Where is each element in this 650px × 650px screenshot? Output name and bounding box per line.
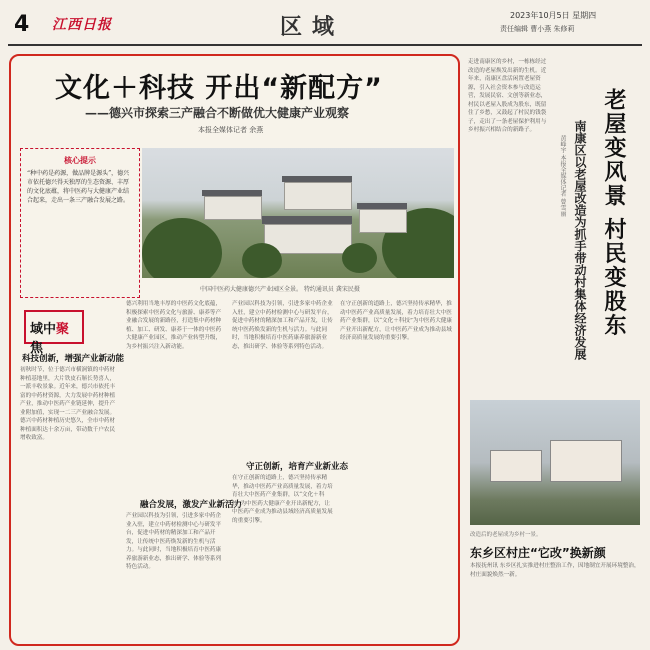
main-article-subtitle: ——德兴市探索三产融合不断做优大健康产业观察 [85,106,350,120]
header-rule [8,44,642,46]
section-heading-3: 守正创新，培育产业新业态 [246,462,349,472]
editors-line: 责任编辑 曹小燕 朱修莉 [500,25,575,33]
right-photo-caption: 改造后的老屋成为乡村一景。 [470,532,542,538]
page-number: 4 [14,12,30,37]
photo-caption: 中国中医药大健康德兴产业园区全景。 特约通讯员 龚宋民摄 [200,286,360,293]
right-article-column: 走进南康区的乡村，一栋栋经过改造的老屋焕发出新的生机。近年来，南康区盘活闲置老屋资源，引入社会资本参与改造运营，发展民宿、文创等新业态，村民以老屋入股成为股东，既留住了乡愁，又鼓起了村民的钱袋子，走出了一条老屋保护利用与乡村振兴相结合的新路子。 [468,59,547,133]
main-article-byline: 本报全媒体记者 余燕 [198,126,264,134]
second-article-column: 本报抚州讯 东乡区扎实推进村庄整治工作，因地制宜开展环境整治，村庄面貌焕然一新。 [470,563,640,578]
main-column-3: 产业园以科技为引领，引进多家中药企业入驻，建立中药材检测中心与研发平台，促进中药材的精深加工和产品开发，让传统中医药焕发新的生机与活力。与此同时，当地积极培育中医药康养旅游新业态，推出研学、体验等系列特色活动。 [232,301,333,350]
main-article-title: 文化＋科技 开出“新配方” [55,73,383,104]
section-title: 区域 [280,15,345,40]
main-column-1: 初秋时节，位于德兴市横涧镇的中药材种植基地里，大片铁皮石斛长势喜人，一派丰收景象。近年来，德兴市依托丰富的中药材资源，大力发展中药材种植产业，推动中医药产业链延伸，提升产业附加值，实现一二三产业融合发展。德兴中药材种植历史悠久，全市中药材种植面积达十余万亩，带动数千户农民增收致富。 [20,367,116,441]
main-column-2b: 产业园以科技为引领，引进多家中药企业入驻，建立中药材检测中心与研发平台，促进中药材的精深加工和产品开发，让传统中医药焕发新的生机与活力。与此同时，当地积极培育中医药康养旅游新业态，推出研学、体验等系列特色活动。 [126,513,222,570]
stamp-right: 焦 [30,341,44,356]
main-column-3b: 在守正创新的道路上，德兴坚持传承精华，推动中医药产业高质量发展，着力培育壮大中医药产业集群，以“文化＋科技”为中医药大健康产业开出新配方，让中医药产业成为推动县域经济高质量发展的重要引擎。 [232,475,333,524]
section-heading-2: 融合发展，激发产业新活力 [140,500,243,510]
core-tip-box [20,148,140,298]
newspaper-logo: 江西日报 [52,17,112,33]
core-tip-text: “种中药是药源，做品牌是源头”，德兴市依托德兴得天独厚的生态资源、丰厚的文化底蕴，将中医药与大健康产业结合起来，走出一条三产融合发展之路。 [27,170,130,204]
main-column-4: 在守正创新的道路上，德兴坚持传承精华，推动中医药产业高质量发展，着力培育壮大中医药产业集群，以“文化＋科技”为中医药大健康产业开出新配方，让中医药产业成为推动县域经济高质量发展的重要引擎。 [340,301,452,341]
right-article-subtitle: 南康区以老屋改造为抓手带动村集体经济发展 [573,120,587,360]
main-column-2: 德兴利用当地丰厚的中医药文化底蕴，积极探索中医药文化与旅游、康养等产业融合发展的新路径，打造集中药材种植、加工、研发、康养于一体的中医药大健康产业园区，推动产业转型升级，为乡村振兴注入新动能。 [126,301,222,350]
stamp-left: 域中 [30,322,57,337]
old-house-photo [470,400,640,525]
stamp-mid: 聚 [56,322,70,337]
second-article-title: 东乡区村庄“它改”换新颜 [470,546,606,560]
industrial-park-photo [142,148,454,278]
section-heading-1: 科技创新，增强产业新动能 [22,354,125,364]
newspaper-header [0,0,650,46]
issue-date: 2023年10月5日 星期四 [510,11,597,20]
right-article-title: 老屋变风景 村民变股东 [601,88,626,338]
right-article-byline: 黄峰宇 本报全媒体记者 曾雪丽 [559,135,566,217]
core-tip-title: 核心提示 [64,156,96,165]
column-stamp [24,310,84,356]
